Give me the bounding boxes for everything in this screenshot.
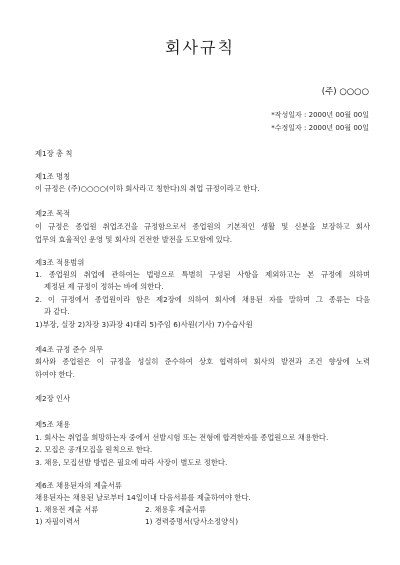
article-3-item-1-line-1: 1. 종업원의 취업에 관하여는 법령으로 특별히 구성된 사항을 제외하고는 본 규정에 의하며 bbox=[35, 270, 370, 279]
article-6-heading: 제6조 채용된자의 제출서류 bbox=[35, 481, 122, 490]
chapter-1-heading: 제1장 총 칙 bbox=[35, 149, 73, 158]
article-5-heading: 제5조 채용 bbox=[35, 420, 71, 429]
article-3-item-1-line-2: 제정된 제 규정이 정하는 바에 의한다. bbox=[44, 282, 164, 291]
article-2-text-line-1: 이 규정은 종업원 취업조건을 규정함으로서 종업원의 기본적인 생활 및 신분을 보장하고 회사 bbox=[35, 222, 370, 231]
document-dates bbox=[271, 111, 369, 137]
article-3-ranks: 1)부장, 실장 2)차장 3)과장 4)대리 5)주임 6)사원(기사) 7)수습사원 bbox=[35, 320, 253, 329]
article-2-text-line-2: 업무의 효율적인 운영 및 회사의 건전한 발전을 도모함에 있다. bbox=[35, 235, 233, 244]
article-4-text-line-2: 하여야 한다. bbox=[35, 370, 75, 379]
article-6-headers bbox=[35, 505, 370, 514]
created-date: *작성일자 : 2000년 00월 00일 bbox=[271, 111, 369, 119]
article-1-heading: 제1조 명칭 bbox=[35, 172, 71, 181]
article-4-text-line-1: 회사와 종업원은 이 규정을 성실히 준수하여 상호 협력하여 회사의 발전과 조건 향상에 노력 bbox=[35, 357, 370, 366]
post-hire-document-item: 1) 경력증명서(당사소정양식) bbox=[145, 517, 239, 526]
article-2-heading: 제2조 목적 bbox=[35, 209, 71, 218]
chapter-2-heading: 제2장 인사 bbox=[35, 394, 71, 403]
article-6-intro: 채용된자는 채용된 날로부터 14일이내 다음서류를 제출하여야 한다. bbox=[35, 493, 251, 502]
article-5-item-2: 2. 모집은 공개모집을 원칙으로 한다. bbox=[35, 445, 153, 454]
article-3-heading: 제3조 적용범위 bbox=[35, 258, 85, 267]
document-title: 회사규칙 bbox=[165, 38, 235, 57]
article-5-item-1: 1. 회사는 취업을 희망하는자 중에서 선발시험 또는 전형에 합격한자를 종업원으로 채용한다. bbox=[35, 433, 329, 442]
revised-date: *수정일자 : 2000년 00월 00일 bbox=[271, 124, 369, 132]
pre-hire-document-item: 1) 자필이력서 bbox=[35, 517, 81, 526]
article-4-heading: 제4조 규정 준수 의무 bbox=[35, 345, 103, 354]
article-1-text: 이 규정은 (주)○○○○(이하 회사라고 칭한다)의 취업 규정이라고 한다. bbox=[35, 184, 260, 193]
post-hire-documents-heading: 2. 채용후 제출서류 bbox=[145, 505, 206, 514]
article-5-item-3: 3. 채용, 모집선발 방법은 필요에 따라 사장이 별도로 정한다. bbox=[35, 458, 228, 467]
article-3-item-2-line-1: 2. 이 규정에서 종업원이라 함은 제2장에 의하여 회사에 채용된 자를 말하며 그 종류는 다음 bbox=[35, 295, 370, 304]
article-3-item-2-line-2: 과 같다. bbox=[44, 307, 70, 316]
article-6-items bbox=[35, 517, 370, 526]
pre-hire-documents-heading: 1. 채용전 제출 서류 bbox=[35, 505, 99, 514]
company-name: (주) ○○○○ bbox=[321, 87, 369, 97]
